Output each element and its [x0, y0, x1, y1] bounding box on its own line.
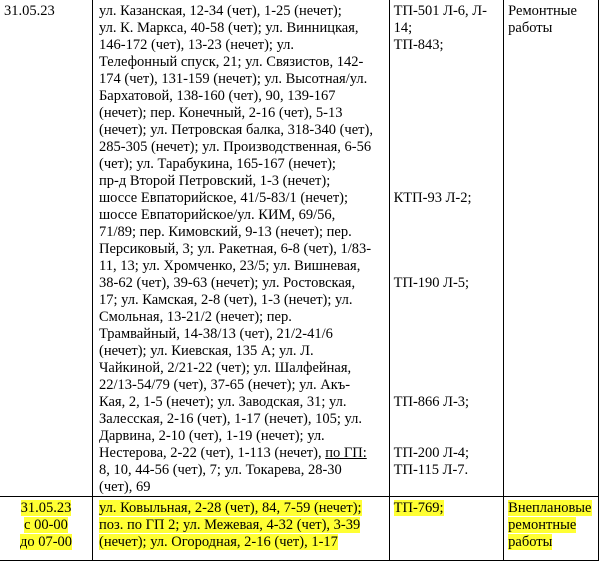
address-line: 174 (чет), 131-159 (нечет); ул. Высотная/ул.	[98, 71, 368, 87]
address-cell	[92, 497, 389, 561]
address-line: Телефонный спуск, 21; ул. Связистов, 142-	[98, 54, 364, 70]
work-type-lines	[508, 3, 598, 37]
address-line: Трамвайный, 14-38/13 (чет), 21/2-41/6	[98, 326, 333, 342]
substation-line: ТП-200 Л-4;	[393, 445, 470, 461]
address-line: Дарвина, 2-10 (чет), 1-19 (нечет); ул.	[98, 428, 325, 444]
date-text: 31.05.23	[20, 500, 72, 516]
address-line: 38-62 (чет), 39-63 (нечет); ул. Ростовская,	[98, 275, 356, 291]
address-line: (нечет); ул. Киевская, 135 А; ул. Л.	[98, 343, 314, 359]
address-line: шоссе Евпаторийское/ул. КИМ, 69/56,	[98, 207, 336, 223]
address-line: Нестерова, 2-22 (чет), 1-113 (нечет),	[98, 445, 322, 461]
address-line: ул. Казанская, 12-34 (чет), 1-25 (нечет);	[98, 3, 342, 19]
time-start-text: с 00-00	[24, 517, 68, 533]
substation-line: ТП-769;	[393, 500, 444, 516]
work-type-line: работы	[508, 20, 553, 36]
address-line: поз. по ГП 2; ул. Межевая, 4-32 (чет), 3-39	[98, 517, 361, 533]
time-end-text: до 07-00	[19, 534, 73, 550]
address-line: (нечет); пер. Конечный, 2-16 (чет), 5-13	[98, 105, 343, 121]
address-line: Залесская, 2-16 (чет), 1-17 (нечет), 105; ул.	[98, 411, 362, 427]
address-lines	[99, 500, 387, 551]
address-line: 22/13-54/79 (чет), 37-65 (нечет); ул. Акъ-	[98, 377, 351, 393]
substation-lines	[394, 500, 504, 517]
substation-line: ТП-843;	[393, 37, 444, 53]
substation-cell	[389, 497, 504, 561]
address-line: 11, 13; ул. Хромченко, 23/5; ул. Вишневая,	[98, 258, 361, 274]
work-type-line: ремонтные	[508, 517, 577, 533]
address-cell	[92, 0, 389, 497]
address-line: пр-д Второй Петровский, 1-3 (нечет);	[98, 173, 331, 189]
address-line: (чет); ул. Тарабукина, 165-167 (нечет);	[98, 156, 336, 172]
address-line: Чайкиной, 2/21-22 (чет); ул. Шалфейная,	[98, 360, 352, 376]
substation-line: 14;	[393, 20, 413, 36]
substation-cell	[389, 0, 504, 497]
substation-line: ТП-190 Л-5;	[393, 275, 470, 291]
substation-lines	[394, 3, 504, 479]
address-line: 71/89; пер. Кимовский, 9-13 (нечет); пер.	[98, 224, 352, 240]
work-type-line: Ремонтные	[508, 3, 577, 19]
address-line: шоссе Евпаторийское, 41/5-83/1 (нечет);	[98, 190, 349, 206]
address-line: ул. Ковыльная, 2-28 (чет), 84, 7-59 (нечет);	[98, 500, 362, 516]
work-type-lines	[508, 500, 598, 551]
address-line: 17; ул. Камская, 2-8 (чет), 1-3 (нечет); ул.	[98, 292, 353, 308]
address-line: ул. К. Маркса, 40-58 (чет); ул. Винницкая,	[98, 20, 359, 36]
work-type-line: работы	[508, 534, 553, 550]
date-text: 31.05.23	[4, 3, 55, 19]
substation-line: ТП-501 Л-6, Л-	[393, 3, 487, 19]
address-line: 146-172 (чет), 13-23 (нечет); ул.	[98, 37, 295, 53]
address-line: 285-305 (нечет); ул. Производственная, 6-56	[98, 139, 372, 155]
address-line: Кая, 2, 1-5 (нечет); ул. Заводская, 31; ул.	[98, 394, 347, 410]
address-line: Смольная, 13-21/2 (нечет); пер.	[98, 309, 292, 325]
substation-line: КТП-93 Л-2;	[393, 190, 472, 206]
address-line: Персиковый, 3; ул. Ракетная, 6-8 (чет), 1/83-	[98, 241, 372, 257]
address-underlined-note: по ГП:	[325, 445, 367, 461]
address-lines	[99, 3, 387, 496]
substation-line: ТП-115 Л-7.	[393, 462, 469, 478]
address-line: Бархатовой, 138-160 (чет), 90, 139-167	[98, 88, 336, 104]
address-line: (нечет); ул. Петровская балка, 318-340 (чет),	[98, 122, 373, 138]
date-cell	[0, 497, 92, 561]
work-type-cell	[504, 0, 599, 497]
address-line: (нечет); ул. Огородная, 2-16 (чет), 1-17	[98, 534, 338, 550]
address-line: 8, 10, 44-56 (чет), 7; ул. Токарева, 28-30	[98, 462, 342, 478]
table-row	[0, 497, 599, 561]
date-cell	[0, 0, 92, 497]
work-type-cell	[504, 497, 599, 561]
address-line: (чет), 69	[98, 479, 151, 495]
work-type-line: Внеплановые	[508, 500, 592, 516]
substation-line: ТП-866 Л-3;	[393, 394, 470, 410]
